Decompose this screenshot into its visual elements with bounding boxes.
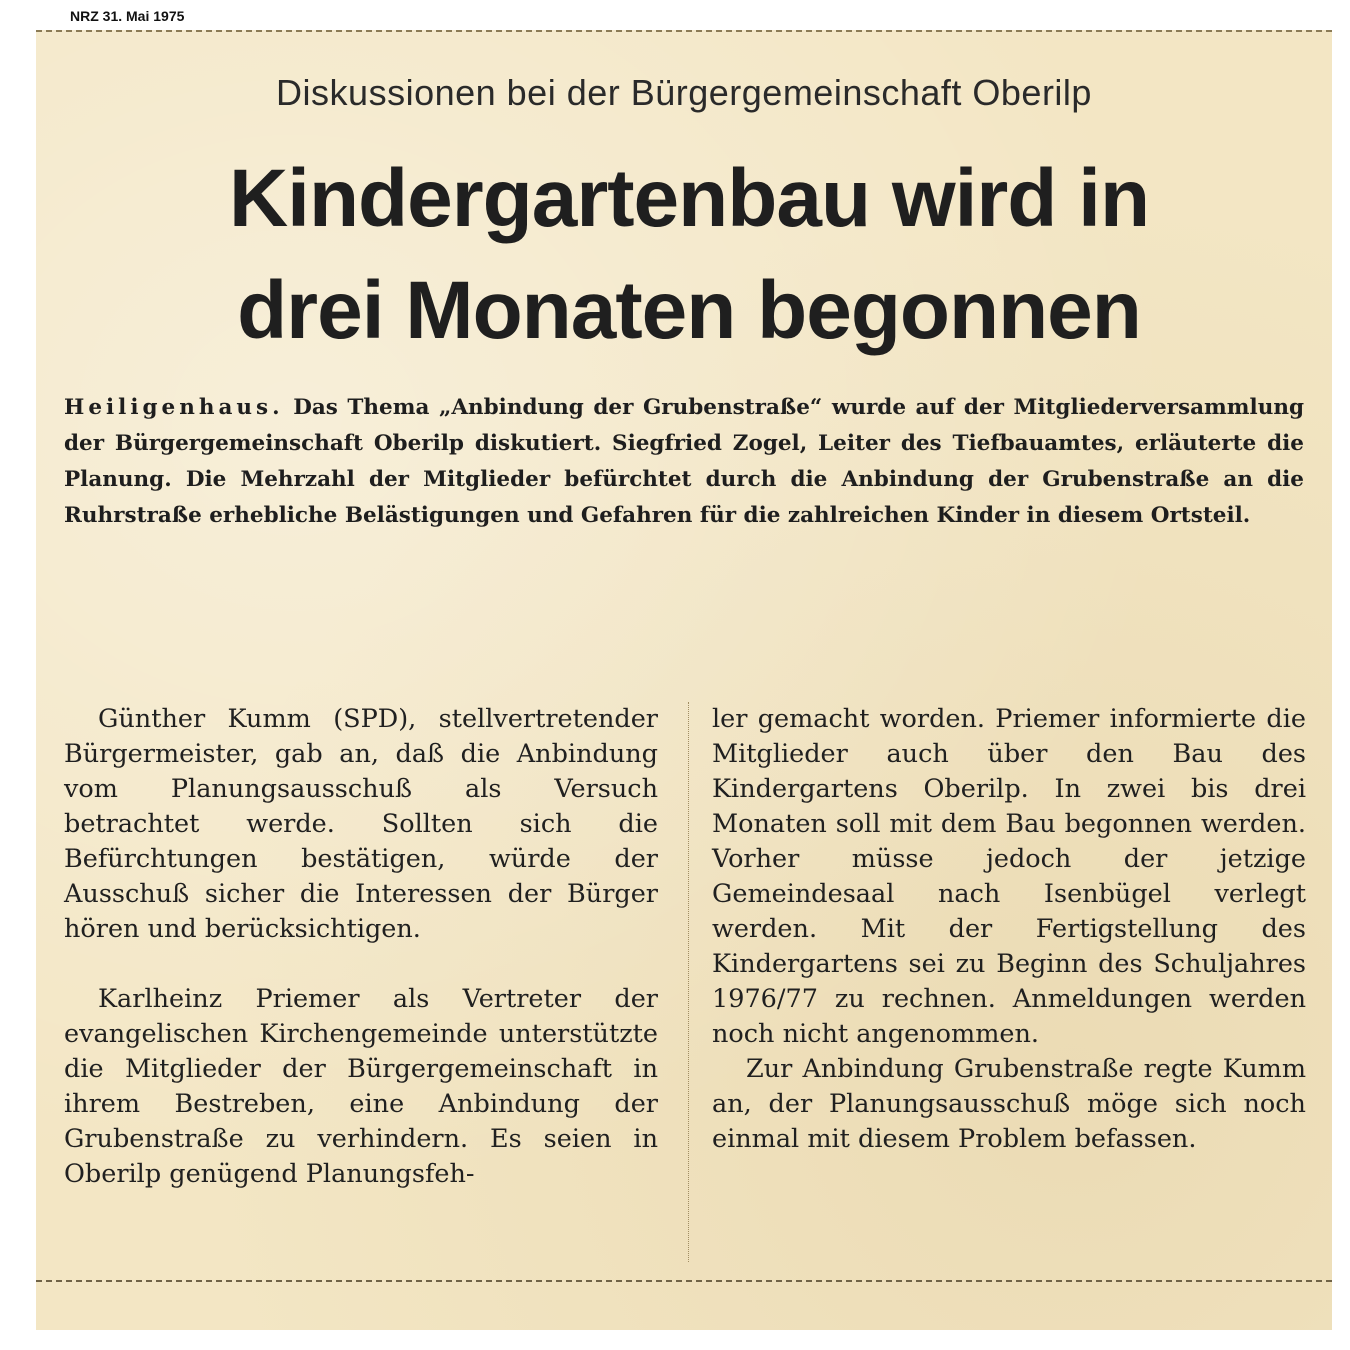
clipping-bottom-edge (36, 1280, 1332, 1282)
source-label: NRZ 31. Mai 1975 (70, 8, 185, 24)
article-column-right (712, 702, 1306, 1157)
article-headline-line-2: drei Monaten begonnen (237, 265, 1141, 356)
column-right-paragraph-2: Zur Anbindung Grubenstraße regte Kumm an, der Planungsausschuß möge sich noch einmal mit diesem Problem befassen. (712, 1054, 1306, 1154)
column-divider (688, 702, 689, 1262)
lead-dateline: Heiligenhaus. (64, 395, 284, 420)
article-lead (64, 390, 1304, 534)
lead-text: Das Thema „Anbindung der Grubenstraße“ wurde auf der Mitgliederversammlung der Bürgergemeinschaft Oberilp diskutiert. Siegfried Zogel, Leiter des Tiefbauamtes, erläuterte die Planung. Die Mehrzahl der Mitglieder befürchtet durch die Anbindung der Grubenstraße an die Ruhrstraße erhebliche Belästigungen und Gefahren für die zahlreichen Kinder in diesem Ortsteil. (64, 395, 1304, 528)
newspaper-clipping (36, 30, 1332, 1330)
column-left-paragraph-1: Günther Kumm (SPD), stellvertretender Bürgermeister, gab an, daß die Anbindung vom Planungsausschuß als Versuch betrachtet werde. Sollten sich die Befürchtungen bestätigen, würde der Ausschuß sicher die Interessen der Bürger hören und berücksichtigen. (64, 704, 658, 944)
column-right-paragraph-1: ler gemacht worden. Priemer informierte die Mitglieder auch über den Bau des Kindergartens Oberilp. In zwei bis drei Monaten soll mit dem Bau begonnen werden. Vorher müsse jedoch der jetzige Gemeindesaal nach Isenbügel verlegt werden. Mit der Fertigstellung des Kindergartens sei zu Beginn des Schuljahres 1976/77 zu rechnen. Anmeldungen werden noch nicht angenommen. (712, 704, 1306, 1049)
article-column-left (64, 702, 658, 1192)
article-subheadline: Diskussionen bei der Bürgergemeinschaft Oberilp (276, 72, 1092, 113)
article-headline-line-1: Kindergartenbau wird in (228, 153, 1150, 244)
column-left-paragraph-2: Karlheinz Priemer als Vertreter der evangelischen Kirchengemeinde unterstützte die Mitglieder der Bürgergemeinschaft in ihrem Bestreben, eine Anbindung der Grubenstraße zu verhindern. Es seien in Oberilp genügend Planungsfeh- (64, 984, 658, 1189)
clipping-top-edge (36, 30, 1332, 32)
